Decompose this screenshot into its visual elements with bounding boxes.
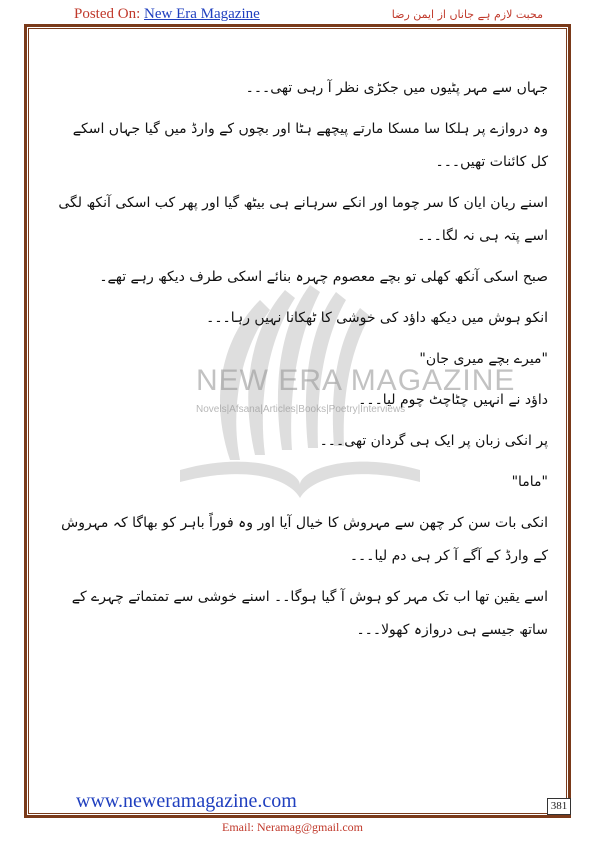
paragraph: اسنے ریان ایان کا سر چوما اور انکے سرہانے ہی بیٹھ گیا اور پھر کب اسکی آنکھ لگی اسے پتہ ہی نہ لگا۔۔۔ xyxy=(58,195,548,244)
paragraph: داؤد نے انہیں چٹاچٹ چوم لیا۔۔۔ xyxy=(358,392,548,408)
paragraph: وہ دروازے پر ہلکا سا مسکا مارتے پیچھے ہٹا اور بچوں کے وارڈ میں گیا جہاں اسکے کل کائنات تھیں۔۔۔ xyxy=(72,121,548,170)
paragraph: صبح اسکی آنکھ کھلی تو بچے معصوم چہرہ بنائے اسکی طرف دیکھ رہے تھے۔ xyxy=(99,269,548,285)
posted-on-label: Posted On: xyxy=(74,6,141,22)
watermark-subtitle: Novels|Afsana|Articles|Books|Poetry|Interviews xyxy=(196,404,406,415)
paragraph: جہاں سے مہر پٹیوں میں جکڑی نظر آ رہی تھی۔۔۔ xyxy=(245,80,548,96)
footer-website-link[interactable]: www.neweramagazine.com xyxy=(76,790,297,812)
story-body xyxy=(56,72,548,655)
paragraph: اسے یقین تھا اب تک مہر کو ہوش آ گیا ہوگا۔۔ اسنے خوشی سے تمتماتے چہرے کے ساتھ جیسے ہی دروازہ کھولا۔۔۔ xyxy=(71,589,548,638)
paragraph: انکی بات سن کر چھن سے مہروش کا خیال آیا اور وہ فوراً باہر کو بھاگا کہ مہروش کے وارڈ کے آگے آ کر ہی دم لیا۔۔۔ xyxy=(61,515,548,564)
paragraph: "ماما" xyxy=(511,474,548,490)
paragraph: "میرے بچے میری جان" xyxy=(419,351,548,367)
story-title: محبت لازم ہے جاناں از ایمن رضا xyxy=(391,8,543,21)
footer-email: Email: Neramag@gmail.com xyxy=(222,820,364,834)
paragraph: انکو ہوش میں دیکھ داؤد کی خوشی کا ٹھکانا نہیں رہا۔۔۔ xyxy=(206,310,548,326)
watermark-title: NEW ERA MAGAZINE xyxy=(196,364,516,397)
header-posted-on xyxy=(74,6,260,23)
paragraph: پر انکی زبان پر ایک ہی گردان تھی۔۔۔ xyxy=(319,433,548,449)
page-number: 381 xyxy=(547,798,571,815)
magazine-link[interactable]: New Era Magazine xyxy=(144,6,260,22)
